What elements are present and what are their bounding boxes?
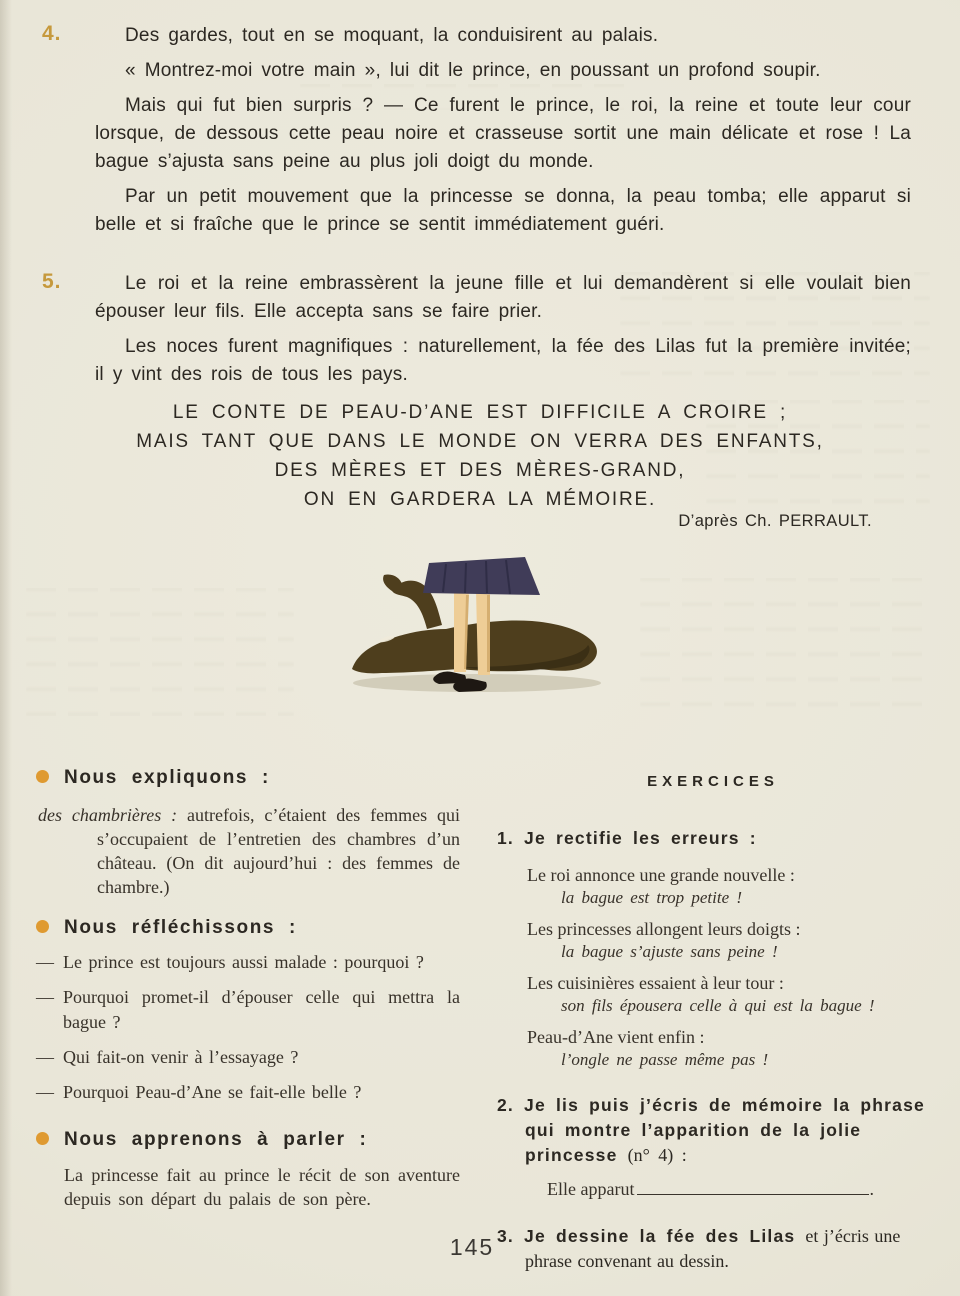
page-number: 145	[449, 1234, 495, 1260]
exercise-statement: Les cuisinières essaient à leur tour :	[527, 973, 784, 993]
poem-line: LE CONTE DE PEAU-D’ANE EST DIFFICILE A CROIRE ;	[172, 402, 788, 423]
exercise-correction: la bague s’ajuste sans peine !	[561, 942, 778, 961]
answer-lead: Elle apparut	[547, 1179, 635, 1199]
exercise-pair	[497, 918, 929, 963]
exercise-statement: Les princesses allongent leurs doigts :	[527, 919, 801, 939]
exercise-correction: la bague est trop petite !	[561, 888, 743, 907]
poem-line: MAIS TANT QUE DANS LE MONDE ON VERRA DES ENFANTS,	[136, 431, 824, 452]
exercise-title-bold: 2. Je lis puis j’écris de mémoire la phrase qui montre l’apparition de la jolie princesse	[497, 1095, 925, 1165]
answer-period: .	[869, 1179, 874, 1199]
section-paragraph: Le roi et la reine embrassèrent la jeune fille et lui demandèrent si elle voulait bien épouser leur fils. Elle accepta sans se faire prier.	[95, 273, 911, 322]
section-paragraph: Mais qui fut bien surpris ? — Ce furent le prince, le roi, la reine et toute leur cour lorsque, de dessous cette peau noire et crasseuse sortit une main délicate et rose ! La bague s’ajusta sans peine au plus joli doigt du monde.	[95, 95, 911, 172]
note-section-reflechissons	[36, 916, 460, 1105]
print-through-ghost	[640, 578, 932, 712]
exercise-pair	[497, 1026, 929, 1071]
exercise-pair	[497, 972, 929, 1017]
question-text: Pourquoi Peau-d’Ane se fait-elle belle ?	[63, 1082, 362, 1102]
answer-line	[497, 1176, 929, 1202]
exercise-statement: Le roi annonce une grande nouvelle :	[527, 865, 795, 885]
section-number: 5.	[42, 270, 62, 293]
exercise-1	[497, 826, 929, 1071]
exercise-correction: l’ongle ne passe même pas !	[561, 1050, 769, 1069]
section-paragraph: Les noces furent magnifiques : naturellement, la fée des Lilas fut la première invitée; il y vint des rois de tous les pays.	[95, 336, 911, 385]
section-paragraph: Des gardes, tout en se moquant, la conduisirent au palais.	[125, 25, 659, 46]
skirt	[423, 557, 540, 595]
section-paragraph: Par un petit mouvement que la princesse se donna, la peau tomba; elle apparut si belle et si fraîche que le prince se sentit immédiatement guéri.	[95, 186, 911, 235]
note-section-apprenons	[36, 1128, 460, 1211]
question-text: Pourquoi promet-il d’épouser celle qui mettra la bague ?	[63, 987, 460, 1032]
question-dash: —	[36, 952, 54, 972]
note-section-expliquons	[36, 766, 460, 899]
poem-line: DES MÈRES ET DES MÈRES-GRAND,	[274, 460, 686, 481]
section-body: La princesse fait au prince le récit de son aventure depuis son départ du palais de son père.	[64, 1165, 460, 1209]
question-item	[36, 950, 460, 975]
exercise-statement: Peau-d’Ane vient enfin :	[527, 1027, 705, 1047]
exercises-column	[497, 772, 929, 1274]
definition	[38, 803, 460, 899]
question-dash: —	[36, 1047, 54, 1067]
question-text: Le prince est toujours aussi malade : pourquoi ?	[63, 952, 424, 972]
question-dash: —	[36, 987, 54, 1007]
section-title-row	[36, 1128, 460, 1152]
section-title-row	[36, 916, 460, 940]
exercises-heading: EXERCICES	[647, 773, 779, 790]
tale-moral-poem	[0, 398, 960, 514]
exercise-title	[497, 1093, 929, 1168]
exercise-title: 1. Je rectifie les erreurs :	[497, 828, 757, 848]
exercise-title-rest: et j’écris une phrase convenant au dessin.	[525, 1226, 901, 1271]
question-text: Qui fait-on venir à l’essayage ?	[63, 1047, 299, 1067]
reading-section-5	[95, 270, 911, 396]
exercise-title-note: (n° 4) :	[627, 1145, 687, 1165]
exercise-pair	[497, 864, 929, 909]
poem-line: ON EN GARDERA LA MÉMOIRE.	[303, 489, 657, 510]
exercise-2	[497, 1093, 929, 1202]
answer-blank-line	[637, 1176, 869, 1195]
orange-bullet-icon	[36, 920, 49, 933]
print-through-ghost	[26, 588, 294, 716]
question-item	[36, 1080, 460, 1105]
orange-bullet-icon	[36, 770, 49, 783]
section-paragraph: « Montrez-moi votre main », lui dit le prince, en poussant un profond soupir.	[125, 60, 821, 81]
exercise-title-bold: 3. Je dessine la fée des Lilas	[497, 1226, 796, 1246]
definition-term: des chambrières :	[38, 805, 178, 825]
section-title-row	[36, 766, 460, 790]
section-title: Nous réfléchissons :	[64, 917, 297, 938]
question-dash: —	[36, 1082, 54, 1102]
section-title: Nous expliquons :	[64, 767, 270, 788]
page-gutter-shadow	[0, 0, 12, 1296]
donkey-skin-illustration	[342, 551, 612, 701]
definition-text: autrefois, c’étaient des femmes qui s’occupaient de l’entretien des chambres d’un château. (On dit aujourd’hui : des femmes de chambre.)	[97, 805, 461, 897]
reading-section-4	[95, 22, 911, 246]
question-item	[36, 985, 460, 1035]
question-item	[36, 1045, 460, 1070]
attribution: D’après Ch. PERRAULT.	[678, 512, 872, 530]
exercise-correction: son fils épousera celle à qui est la bague !	[561, 996, 875, 1015]
section-title: Nous apprenons à parler :	[64, 1129, 368, 1150]
orange-bullet-icon	[36, 1132, 49, 1145]
section-number: 4.	[42, 22, 62, 45]
